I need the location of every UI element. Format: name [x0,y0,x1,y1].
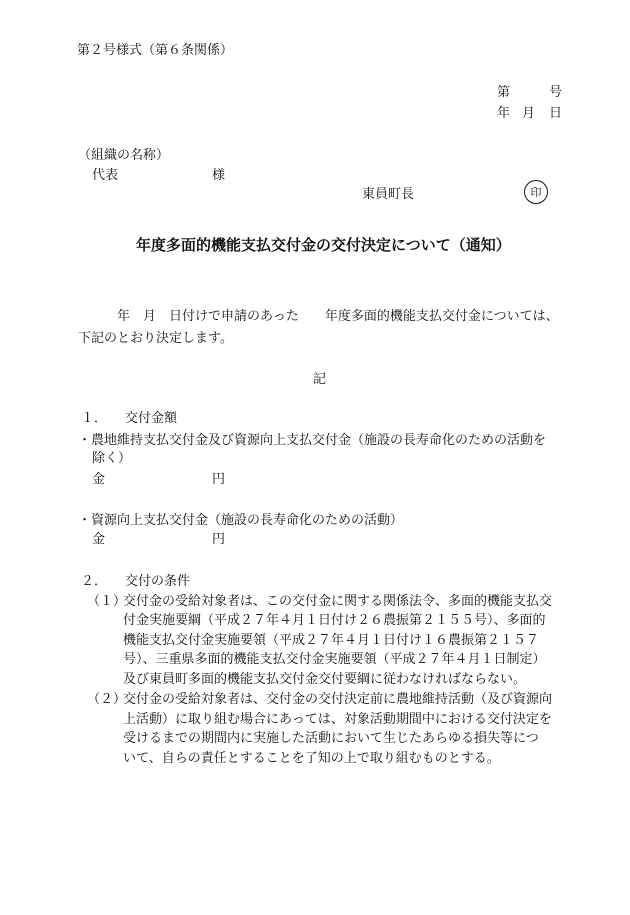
section1-item2-line1: ・資源向上支払交付金（施設の長寿命化のための活動） [78,513,404,528]
document-title: 年度多面的機能支払交付金の交付決定について（通知） [136,236,511,254]
doc-number-go: 号 [549,85,563,100]
section2-heading: 交付の条件 [125,574,191,589]
condition1-line1: 交付金の受給対象者は、この交付金に関する関係法令、多面的機能支払交 [123,594,553,609]
condition1-line2: 付金実施要綱（平成２７年４月１日付け２６農振第２１５５号）、多面的 [123,613,546,628]
condition1-line4: 号）、三重県多面的機能支払交付金実施要領（平成２７年４月１日制定） [123,652,546,667]
date-day: 日 [549,106,563,121]
condition2-line1: 交付金の受給対象者は、交付金の交付決定前に農地維持活動（及び資源向 [123,692,553,707]
section1-item1-yen: 円 [212,472,226,487]
body-line-2: 下記のとおり決定します。 [78,331,233,346]
date-year: 年 [497,106,511,121]
ki-label: 記 [313,372,327,387]
section1-item2-kin: 金 [92,532,106,547]
section1-item1-line1: ・農地維持支払交付金及び資源向上支払交付金（施設の長寿命化のための活動を [78,433,547,448]
condition1-line5: 及び東員町多面的機能支払交付金交付要綱に従わなければならない。 [123,672,527,687]
condition1-line3: 機能支払交付金実施要領（平成２７年４月１日付け１６農振第２１５７ [123,633,540,648]
date-month: 月 [522,106,536,121]
section1-number: １． [81,411,108,426]
condition2-line3: 受けるまでの期間内に実施した活動において生じたあらゆる損失等につ [123,731,539,746]
recipient-sama: 様 [212,168,226,183]
recipient-rep: 代表 [92,168,119,183]
section1-heading: 交付金額 [125,411,178,426]
section1-item2-yen: 円 [212,532,226,547]
form-header: 第２号様式（第６条関係） [77,43,234,58]
section1-item1-line2: 除く） [92,451,132,466]
condition2-line2: 上活動）に取り組む場合にあっては、対象活動期間中における交付決定を [123,712,552,727]
doc-number-dai: 第 [497,85,511,100]
body-line-1: 年 月 日付けで申請のあった 年度多面的機能支払交付金については、 [117,309,559,324]
section2-number: ２． [81,574,108,589]
section1-item1-kin: 金 [92,472,106,487]
seal-mark: 印 [524,180,548,204]
condition2-number: （２） [87,692,127,707]
condition1-number: （１） [87,594,127,609]
sender: 東員町長 [362,187,415,202]
condition2-line4: いて、自らの責任とすることを了知の上で取り組むものとする。 [123,751,500,766]
recipient-org: （組織の名称） [78,148,170,163]
